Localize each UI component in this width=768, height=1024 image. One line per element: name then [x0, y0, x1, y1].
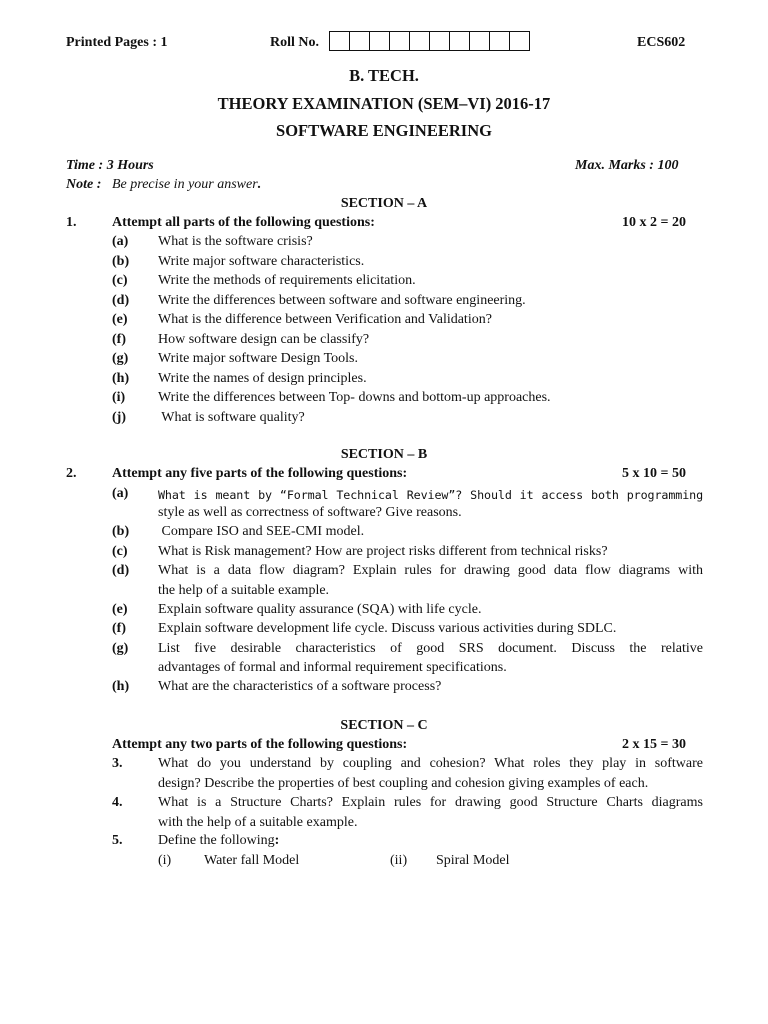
- question-2h: What are the characteristics of a software process?: [158, 679, 442, 694]
- part-label: (h): [112, 370, 130, 386]
- question-1-part: What is software quality?: [158, 409, 305, 425]
- part-label: (f): [112, 331, 126, 347]
- question-5-sub-label: (i): [158, 853, 172, 868]
- question-1-part: How software design can be classify?: [158, 331, 370, 347]
- section-b-marks: 5 x 10 = 50: [622, 466, 686, 481]
- section-a-instruction: Attempt all parts of the following questions:: [112, 215, 375, 230]
- degree-title: B. TECH.: [349, 66, 419, 85]
- section-c-marks: 2 x 15 = 30: [622, 737, 686, 752]
- question-2b: Compare ISO and SEE-CMI model.: [158, 524, 365, 539]
- question-4-line2: with the help of a suitable example.: [158, 815, 358, 830]
- question-2d-line1: What is a data flow diagram? Explain rules for drawing good data flow diagrams with: [158, 563, 703, 578]
- section-a-marks: 10 x 2 = 20: [622, 215, 686, 230]
- question-3-number: 3.: [112, 756, 123, 771]
- part-label: (b): [112, 524, 130, 539]
- roll-number-box: [329, 31, 350, 51]
- printed-pages: Printed Pages : 1: [66, 35, 168, 50]
- section-b-heading: SECTION – B: [340, 447, 428, 462]
- part-label: (c): [112, 273, 128, 288]
- part-label: (a): [112, 486, 129, 501]
- roll-number-box: [469, 31, 490, 51]
- roll-number-box: [429, 31, 450, 51]
- question-2-number: 2.: [66, 466, 77, 481]
- part-label: (j): [112, 409, 126, 425]
- question-2e: Explain software quality assurance (SQA) with life cycle.: [158, 602, 482, 617]
- question-4-line1: What is a Structure Charts? Explain rules for drawing good Structure Charts diagrams: [158, 795, 703, 810]
- part-label: (i): [112, 390, 126, 405]
- section-a-heading: SECTION – A: [340, 196, 428, 211]
- question-1-part: Write major software characteristics.: [158, 253, 365, 269]
- part-label: (g): [112, 641, 129, 656]
- question-2d-line2: the help of a suitable example.: [158, 583, 330, 598]
- question-1-part: What is the software crisis?: [158, 234, 313, 249]
- question-1-number: 1.: [66, 215, 77, 230]
- question-5-sub-text: Spiral Model: [436, 853, 510, 868]
- roll-number-boxes: [330, 31, 530, 51]
- question-2f: Explain software development life cycle. Discuss various activities during SDLC.: [158, 621, 617, 636]
- roll-number-box: [369, 31, 390, 51]
- roll-number-box: [409, 31, 430, 51]
- question-4-number: 4.: [112, 795, 123, 810]
- part-label: (d): [112, 563, 130, 578]
- question-1-part: Write major software Design Tools.: [158, 351, 358, 366]
- question-1-part: Write the methods of requirements elicitation.: [158, 273, 416, 288]
- part-label: (d): [112, 292, 130, 308]
- part-label: (g): [112, 351, 129, 366]
- question-1-part: Write the differences between Top- downs and bottom-up approaches.: [158, 390, 551, 405]
- part-label: (a): [112, 234, 129, 249]
- part-label: (e): [112, 312, 128, 327]
- question-1-part: What is the difference between Verification and Validation?: [158, 312, 492, 327]
- subject-title: SOFTWARE ENGINEERING: [276, 121, 492, 140]
- question-2g-line1: List five desirable characteristics of good SRS document. Discuss the relative: [158, 641, 703, 656]
- note-label: Note :: [66, 177, 102, 192]
- roll-number-box: [509, 31, 530, 51]
- question-2g-line2: advantages of formal and informal requirement specifications.: [158, 660, 507, 675]
- roll-no-label: Roll No.: [270, 35, 319, 50]
- part-label: (e): [112, 602, 128, 617]
- question-5-number: 5.: [112, 833, 123, 848]
- question-5-text: Define the following:: [158, 833, 280, 848]
- roll-number-box: [489, 31, 510, 51]
- part-label: (c): [112, 544, 128, 559]
- exam-title: THEORY EXAMINATION (SEM–VI) 2016-17: [217, 94, 551, 113]
- part-label: (h): [112, 679, 130, 694]
- paper-code: ECS602: [637, 35, 686, 50]
- question-2a-line1: What is meant by “Formal Technical Review”? Should it access both programming: [158, 488, 703, 502]
- max-marks: Max. Marks : 100: [575, 158, 679, 173]
- roll-number-box: [389, 31, 410, 51]
- question-3-line2: design? Describe the properties of best coupling and cohesion giving examples of each.: [158, 776, 649, 791]
- roll-number-box: [349, 31, 370, 51]
- question-2a-line2: style as well as correctness of software? Give reasons.: [158, 505, 462, 520]
- question-1-part: Write the names of design principles.: [158, 370, 367, 386]
- question-3-line1: What do you understand by coupling and cohesion? What roles they play in software: [158, 756, 703, 771]
- part-label: (b): [112, 253, 130, 269]
- time-allowed: Time : 3 Hours: [66, 158, 154, 173]
- question-1-part: Write the differences between software and software engineering.: [158, 292, 526, 308]
- section-c-heading: SECTION – C: [340, 718, 428, 733]
- section-b-instruction: Attempt any five parts of the following questions:: [112, 466, 408, 481]
- note-text: Be precise in your answer.: [112, 177, 262, 192]
- roll-number-box: [449, 31, 470, 51]
- question-2c: What is Risk management? How are project risks different from technical risks?: [158, 544, 608, 559]
- question-5-sub-label: (ii): [390, 853, 408, 868]
- question-5-sub-text: Water fall Model: [204, 853, 300, 868]
- part-label: (f): [112, 621, 126, 636]
- section-c-instruction: Attempt any two parts of the following questions:: [112, 737, 408, 752]
